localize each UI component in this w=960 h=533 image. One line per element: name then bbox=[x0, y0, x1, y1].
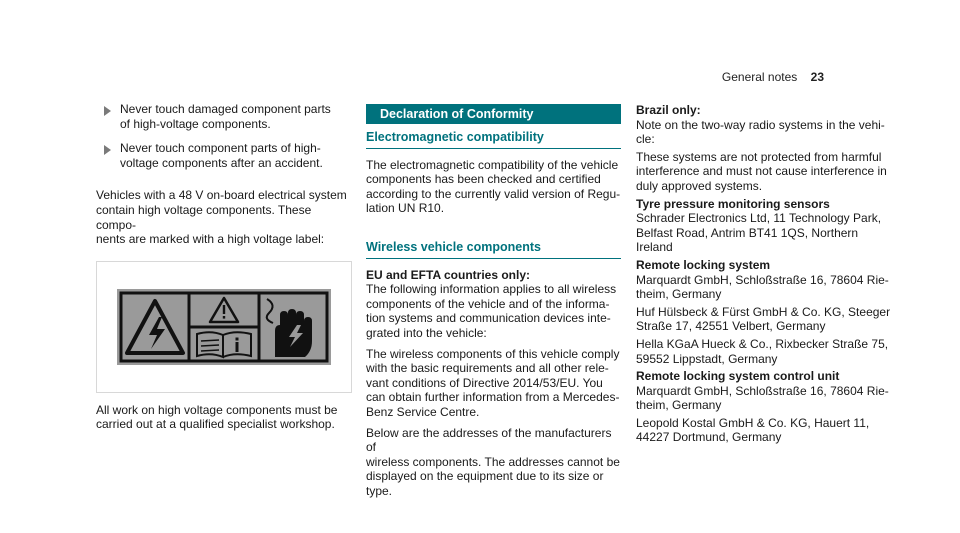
high-voltage-label-figure bbox=[96, 261, 352, 393]
bullet-line: Never touch component parts of high- bbox=[120, 141, 321, 156]
bullet-line: Never touch damaged component parts bbox=[120, 102, 331, 116]
text-line: Marquardt GmbH, Schloßstraße 16, 78604 Rie- bbox=[636, 272, 889, 287]
bullet-line: of high-voltage components. bbox=[120, 116, 271, 131]
text-line: The electromagnetic compatibility of the vehicle bbox=[366, 157, 619, 172]
bullet-triangle-icon bbox=[104, 106, 111, 116]
text-line: Straße 17, 42551 Velbert, Germany bbox=[636, 319, 826, 334]
text-line: The following information applies to all wireless bbox=[366, 282, 617, 297]
text-line: type. bbox=[366, 483, 393, 498]
text-line: Belfast Road, Antrim BT41 1QS, Northern Ireland bbox=[636, 225, 859, 255]
text-line: nents are marked with a high voltage label: bbox=[96, 232, 325, 247]
bullet-triangle-icon bbox=[104, 145, 111, 155]
remote-address-1 bbox=[636, 273, 894, 302]
column-1 bbox=[96, 102, 351, 438]
text-line: components has been checked and certified bbox=[366, 172, 601, 187]
bullet-line: voltage components after an accident. bbox=[120, 155, 323, 170]
wireless-paragraph bbox=[366, 347, 621, 420]
text-line: Marquardt GmbH, Schloßstraße 16, 78604 Rie- bbox=[636, 383, 889, 398]
text-line: tion systems and communication devices inte- bbox=[366, 311, 611, 326]
text-line: Schrader Electronics Ltd, 11 Technology Park, bbox=[636, 211, 882, 226]
text-line: cle: bbox=[636, 132, 655, 147]
emc-paragraph bbox=[366, 158, 621, 216]
text-line: All work on high voltage components must be bbox=[96, 402, 338, 417]
text-line: components of the vehicle and of the informa- bbox=[366, 296, 610, 311]
text-line: Note on the two-way radio systems in the vehi- bbox=[636, 117, 885, 132]
text-line: wireless components. The addresses cannot be bbox=[366, 454, 620, 469]
header-title: General notes bbox=[721, 70, 798, 84]
control-address-2 bbox=[636, 416, 894, 445]
text-line: grated into the vehicle: bbox=[366, 325, 487, 340]
remote-address-3 bbox=[636, 337, 894, 366]
eu-paragraph bbox=[366, 282, 621, 340]
text-line: displayed on the equipment due to its size or bbox=[366, 469, 604, 484]
remote-heading: Remote locking system bbox=[636, 257, 771, 272]
warning-bullet-2 bbox=[96, 141, 351, 170]
text-line: contain high voltage components. These compo- bbox=[96, 202, 312, 232]
brazil-heading: Brazil only: bbox=[636, 103, 701, 117]
tyre-heading: Tyre pressure monitoring sensors bbox=[636, 196, 830, 211]
text-line: carried out at a qualified specialist workshop. bbox=[96, 417, 335, 432]
control-unit-heading: Remote locking system control unit bbox=[636, 369, 840, 384]
tyre-paragraph bbox=[636, 211, 894, 255]
text-line: Benz Service Centre. bbox=[366, 404, 480, 419]
text-line: Hella KGaA Hueck & Co., Rixbecker Straße 75, bbox=[636, 336, 889, 351]
addresses-paragraph bbox=[366, 426, 621, 499]
text-line: The wireless components of this vehicle comply bbox=[366, 346, 620, 361]
text-line: lation UN R10. bbox=[366, 201, 445, 216]
column-3 bbox=[636, 102, 894, 448]
section-banner: Declaration of Conformity bbox=[366, 104, 621, 124]
text-line: Below are the addresses of the manufacturers of bbox=[366, 425, 612, 455]
emc-heading: Electromagnetic compatibility bbox=[366, 124, 621, 149]
text-line: can obtain further information from a Mercedes- bbox=[366, 390, 620, 405]
page-number: 23 bbox=[810, 70, 824, 84]
text-line: according to the currently valid version of Regu- bbox=[366, 186, 621, 201]
column-2 bbox=[366, 104, 621, 504]
text-line: theim, Germany bbox=[636, 287, 722, 302]
outro-paragraph bbox=[96, 403, 351, 432]
wireless-heading: Wireless vehicle components bbox=[366, 234, 621, 259]
control-address-1 bbox=[636, 384, 894, 413]
warning-bullet-1 bbox=[96, 102, 351, 131]
text-line: Huf Hülsbeck & Fürst GmbH & Co. KG, Steeger bbox=[636, 304, 891, 319]
eu-heading: EU and EFTA countries only: bbox=[366, 267, 531, 282]
brazil-paragraph bbox=[636, 118, 894, 147]
text-line: 59552 Lippstadt, Germany bbox=[636, 351, 778, 366]
high-voltage-label bbox=[117, 289, 331, 365]
text-line: These systems are not protected from harmful bbox=[636, 149, 882, 164]
text-line: Leopold Kostal GmbH & Co. KG, Hauert 11, bbox=[636, 415, 870, 430]
text-line: 44227 Dortmund, Germany bbox=[636, 430, 782, 445]
page-header bbox=[722, 70, 824, 84]
intro-paragraph bbox=[96, 188, 351, 246]
text-line: interference and must not cause interference in bbox=[636, 164, 887, 179]
text-line: duly approved systems. bbox=[636, 178, 763, 193]
text-line: vant conditions of Directive 2014/53/EU. You bbox=[366, 375, 603, 390]
brazil-paragraph-2 bbox=[636, 150, 894, 194]
remote-address-2 bbox=[636, 305, 894, 334]
text-line: Vehicles with a 48 V on-board electrical system bbox=[96, 188, 347, 203]
text-line: with the basic requirements and all other rele- bbox=[366, 361, 609, 376]
text-line: theim, Germany bbox=[636, 398, 722, 413]
